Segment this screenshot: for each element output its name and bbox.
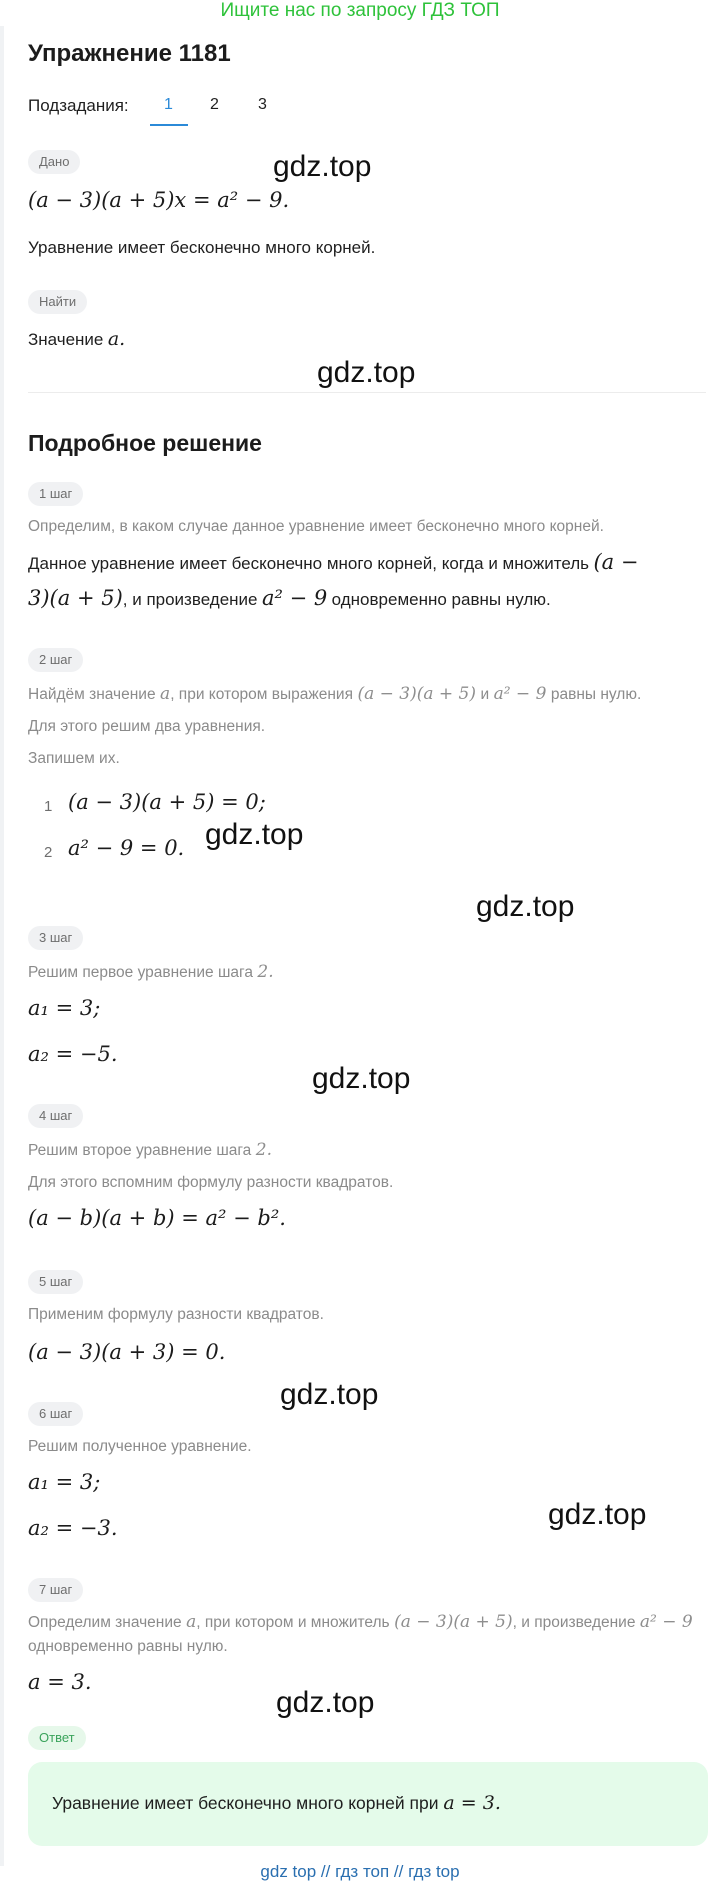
watermark: gdz.top: [548, 1498, 647, 1531]
step-2-hint-d: равны нулю.: [550, 686, 642, 703]
step-6-result-2: a₂ = −3.: [28, 1516, 118, 1540]
given-text: Уравнение имеет бесконечно много корней.: [28, 238, 376, 257]
step-1-line-2: [28, 586, 551, 610]
step-7-hint: [28, 1612, 693, 1632]
step-2-hint-c: и: [480, 686, 490, 703]
answer-chip: Ответ: [28, 1726, 86, 1750]
step-2-hint-a: Найдём значение: [28, 686, 156, 703]
step-7-hint-m1: (a − 3)(a + 5): [394, 1612, 513, 1632]
step-7-hint-var: a: [186, 1612, 197, 1632]
step-4-hint: [28, 1140, 272, 1160]
watermark: gdz.top: [276, 1686, 375, 1719]
watermark: gdz.top: [476, 890, 575, 923]
answer-line: [52, 1792, 501, 1814]
step-7-hint-a: Определим значение: [28, 1614, 182, 1631]
step-5-chip: 5 шаг: [28, 1270, 83, 1294]
find-chip: Найти: [28, 290, 87, 314]
given-equation: (a − 3)(a + 5)x = a² − 9.: [28, 188, 290, 212]
given-chip: Дано: [28, 150, 80, 174]
step-5-formula: (a − 3)(a + 3) = 0.: [28, 1340, 226, 1364]
step-1-hint: Определим, в каком случае данное уравнение имеет бесконечно много корней.: [28, 518, 604, 535]
step-2-item-1: (a − 3)(a + 5) = 0;: [68, 790, 266, 814]
page-title: Упражнение 1181: [28, 40, 231, 67]
step-2-item-2-number: 2: [44, 844, 53, 861]
step-7-hint-m2: a² − 9: [639, 1612, 693, 1632]
step-2-hint-b: , при котором выражения: [170, 686, 353, 703]
step-2-hint-m2: a² − 9: [493, 684, 547, 704]
step-3-hint: [28, 962, 274, 982]
step-6-hint: Решим полученное уравнение.: [28, 1438, 252, 1455]
step-7-line-2: одновременно равны нулю.: [28, 1638, 228, 1655]
tab-subtask-2[interactable]: 2: [210, 96, 219, 113]
watermark: gdz.top: [280, 1378, 379, 1411]
step-6-result-1: a₁ = 3;: [28, 1470, 101, 1494]
left-border: [0, 26, 4, 1866]
subtasks-label: Подзадания:: [28, 96, 129, 115]
step-7-hint-c: , и произведение: [512, 1614, 636, 1631]
find-line: [28, 328, 125, 350]
step-1-math-2: 3)(a + 5): [28, 586, 123, 610]
section-divider: [28, 392, 706, 393]
step-1-math-3: a² − 9: [261, 586, 328, 610]
step-3-hint-num: 2.: [257, 962, 274, 982]
step-5-hint: Применим формулу разности квадратов.: [28, 1306, 324, 1323]
step-2-chip: 2 шаг: [28, 648, 83, 672]
step-4-hint-text: Решим второе уравнение шага: [28, 1142, 252, 1159]
step-3-result-2: a₂ = −5.: [28, 1042, 118, 1066]
watermark: gdz.top: [205, 818, 304, 851]
promo-note[interactable]: Ищите нас по запросу ГДЗ ТОП: [220, 0, 500, 21]
step-4-hint-num: 2.: [255, 1140, 272, 1160]
step-4-formula: (a − b)(a + b) = a² − b².: [28, 1206, 286, 1230]
step-2-hint-var: a: [160, 684, 171, 704]
step-3-result-1: a₁ = 3;: [28, 996, 101, 1020]
step-2-line-3: Запишем их.: [28, 750, 120, 767]
active-tab-indicator: [150, 124, 188, 126]
step-4-line-2: Для этого вспомним формулу разности квадратов.: [28, 1174, 394, 1191]
step-7-result: a = 3.: [28, 1670, 92, 1694]
step-4-chip: 4 шаг: [28, 1104, 83, 1128]
step-7-hint-b: , при котором и множитель: [196, 1614, 390, 1631]
step-2-item-2: a² − 9 = 0.: [68, 836, 185, 860]
step-2-hint-m1: (a − 3)(a + 5): [357, 684, 476, 704]
step-7-chip: 7 шаг: [28, 1578, 83, 1602]
step-2-hint: [28, 684, 641, 704]
step-2-item-1-number: 1: [44, 798, 53, 815]
tab-subtask-3[interactable]: 3: [258, 96, 267, 113]
step-1-line-1: [28, 550, 638, 574]
step-2-line-2: Для этого решим два уравнения.: [28, 718, 266, 735]
answer-math: a = 3.: [443, 1792, 501, 1814]
step-1-text-1: Данное уравнение имеет бесконечно много корней, когда и множитель: [28, 554, 590, 573]
step-1-math-1: (a −: [593, 550, 639, 574]
watermark: gdz.top: [312, 1062, 411, 1095]
watermark: gdz.top: [273, 150, 372, 183]
solution-title: Подробное решение: [28, 430, 262, 456]
tab-subtask-1[interactable]: 1: [164, 96, 173, 113]
step-3-hint-text: Решим первое уравнение шага: [28, 964, 253, 981]
footer-links[interactable]: gdz top // гдз топ // гдз top: [260, 1862, 460, 1881]
answer-text: Уравнение имеет бесконечно много корней при: [52, 1793, 439, 1813]
step-3-chip: 3 шаг: [28, 926, 83, 950]
step-1-text-2: , и произведение: [122, 590, 258, 609]
watermark: gdz.top: [317, 356, 416, 389]
find-text: Значение: [28, 330, 104, 349]
step-1-chip: 1 шаг: [28, 482, 83, 506]
step-6-chip: 6 шаг: [28, 1402, 83, 1426]
step-1-text-3: одновременно равны нулю.: [331, 590, 551, 609]
find-var: a.: [107, 328, 126, 350]
